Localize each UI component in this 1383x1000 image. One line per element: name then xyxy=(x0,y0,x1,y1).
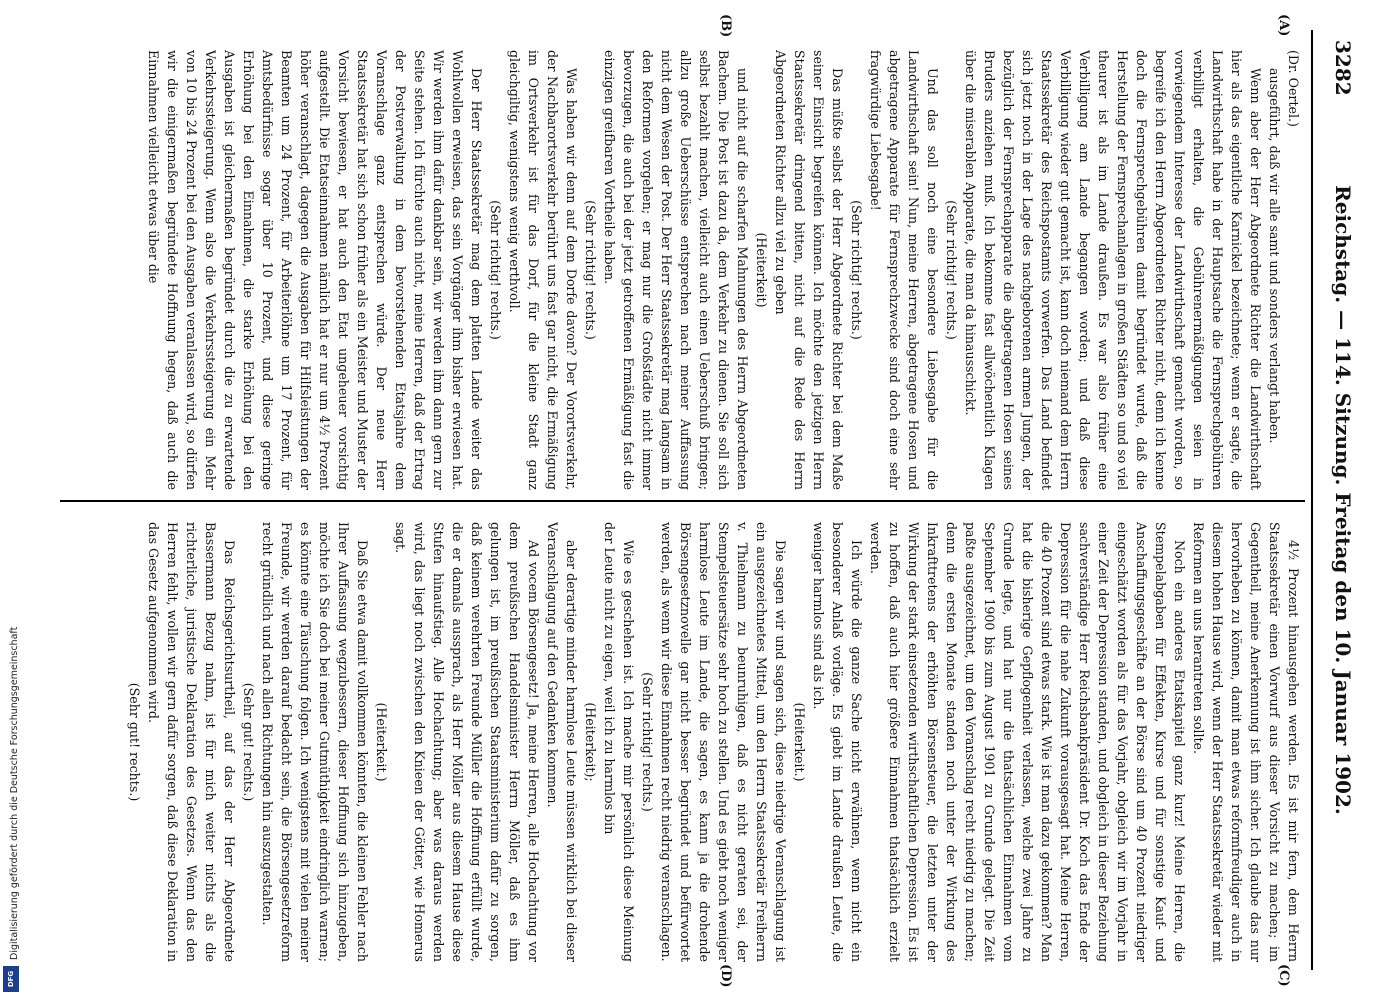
right-paragraph: Noch ein anderes Etatskapitel ganz kurz! Meine Herren, die Stempelabgaben für Effekten, Kurse und für sonstige Kauf- und Anschaffungsgeschäfte an der Börse sind um 40 Prozent niedriger eingeschätzt worden als für das Vorjahr, obgleich wir im Vorjahr in einer Zeit der Depression standen, und obgleich in dieser Beziehung sachverständige Herr Reichsbankpräsident Dr. Koch das Ende der Depression für die nahe Zukunft vorausgesagt hat. Meine Herren, die 40 Prozent sind etwas stark. Wie ist man dazu gekommen? Man hat die bisherige Gepflogenheit verlassen, welche zwei Jahre zu Grunde legte, und hat nur die thatsächlichen Einnahmen vom September 1900 bis zum August 1901 zu Grunde gelegt. Die Zeit paßte ausgezeichnet, um den Voranschlag recht niedrig zu machen; denn die ersten Monate standen noch unter der Wirkung des Inkrafttretens der erhöhten Börsensteuer, die letzten unter der Wirkung der stark einsetzenden wirthschaftlichen Depression. Es ist zu hoffen, daß auch hier größere Einnahmen thatsächlich erzielt werden. xyxy=(868,522,1187,962)
right-paragraph: (Sehr gut! rechts.) xyxy=(241,682,256,802)
dfg-logo-text: DFG xyxy=(7,970,15,988)
page-header xyxy=(1321,40,1355,960)
right-paragraph: (Sehr gut! rechts.) xyxy=(127,682,142,802)
right-paragraph: Daß Sie etwa damit vollkommen könnten, die kleinen Fehler nach Ihrer Auffassung wegzubessern, dieser Hoffnung sich hinzugeben, möchte ich Sie doch bei meiner Gutmüthigkeit eindringlich warnen; es könnte eine Täuschung folgen. Ich wenigstens mit vielen meiner Freunde, wir werden darauf bedacht sein, die Börsengesetzreform recht gründlich und nach allen Richtungen hin auszugestalten. xyxy=(260,522,370,962)
right-paragraph: (Heiterkeit); xyxy=(583,702,598,782)
left-paragraph: (Heiterkeit) xyxy=(754,232,769,308)
right-paragraph: 4½ Prozent hinausgehen werden. Es ist mir fern, dem Herrn Staatssekretär einen Vorwurf aus dieser Vorsicht zu machen; im Gegentheil, meine Anerkennung ist ihm sicher. Ich glaube das nur hervorheben zu können, damit man etwas reformfreudiger auch in diesem hohen Hause wird, wenn der Herr Staatssekretär wieder mit Reformen an uns herantreten sollte. xyxy=(1191,522,1301,962)
left-paragraph: Und das soll noch eine besondere Liebesgabe für die Landwirthschaft sein! Nun, meine Herren, abgetragene Hosen und abgetragene Apparate für Fernsprechzwecke sind doch eine sehr fragwürdige Liebesgabe! xyxy=(868,50,940,490)
left-paragraph: (Sehr richtig! rechts.) xyxy=(944,200,959,340)
right-paragraph: Ad vocem Börsengesetz! Ja, meine Herren, alle Hochachtung vor dem preußischen Handelsminister Herrn Möller, daß es ihm gelungen ist, im preußischen Staatsministerium dafür zu sorgen, daß keinem verehrten Freunde Müller die Hoffnung erfüllt wurde, die er damals aussprach, als Herr Möller aus diesem Hause diese Stufen hinaufstieg. Alle Hochachtung; aber was daraus werden wird, das liegt noch zwischen den Knieen der Götter, wie Homerus sagt. xyxy=(393,522,541,962)
header-rule xyxy=(1311,30,1313,970)
right-paragraph: Die sagen wir und sagen sich, diese niedrige Veranschlagung ist ein ausgezeichnetes Mittel, um den Herrn Staatssekretär Freiherrn v. Thielmann zu beunruhigen, daß es nicht geraten sei, der Stempelsteuersätze sehr hoch zu stellen. Und es giebt noch weniger harmlose Leute im Lande, die sagen, es kann ja die drohende Börsengesetznovelle gar nicht besser begründet und befürwortet werden, als wenn wir diese Einnahmen recht niedrig veranschlagen. xyxy=(659,522,788,962)
right-paragraph: aber derartige minder harmlose Leute müssen wirklich bei dieser Veranschlagung auf den Gedanken kommen. xyxy=(545,522,579,962)
right-paragraph: (Sehr richtig! rechts.) xyxy=(640,672,655,812)
left-paragraph: Das müßte selbst der Herr Abgeordnete Richter bei dem Maße seiner Einsicht begreifen können. Ich möchte den jetzigen Herrn Staatssekretär dringend bitten, nicht auf die Rede des Herrn Abgeordneten Richter allzu viel zu geben xyxy=(773,50,845,490)
right-paragraph: (Heiterkeit.) xyxy=(792,702,807,782)
funding-credit-text: Digitalisierung gefördert durch die Deutsche Forschungsgemeinschaft xyxy=(9,626,20,960)
page-number: 3282 xyxy=(1331,40,1355,96)
right-paragraph: (Heiterkeit.) xyxy=(374,702,389,782)
column-divider xyxy=(60,500,1305,502)
left-paragraph: Was haben wir denn auf dem Dorfe davon? Der Vorortsverkehr, der Nachbarortsverkehr berührt uns fast gar nicht, die Ermäßigung im Ortsverkehr ist für das Dorf, für die kleine Stadt ganz gleichgiltig, wenigstens wenig werthvoll. xyxy=(507,50,579,490)
right-paragraph: Wie es geschehen ist. Ich mache mir persönlich diese Meinung der Leute nicht zu eigen, weil ich zu harmlos bin xyxy=(602,522,636,962)
left-paragraph: Wenn aber der Herr Abgeordnete Richter die Landwirthschaft hier als das eigentliche Karnickel bezeichnete; wenn er sagte, die Landwirthschaft habe in der Hauptsache die Fernsprechgebühren verbilligt erhalten, die Gebührenermäßigungen seien in vorwiegendem Interesse der Landwirthschaft gemacht worden, so begreife ich den Herrn Abgeordneten Richter nicht, denn ich kenne doch die Fernsprechgebühren damit begründet wurde, daß die Herstellung der Fernsprechanlagen in großen Städten so und so viel theurer ist als im Lande draußen. Es war also früher eine Verbilligung am Lande begangen worden; und daß diese Verbilligung wieder gut gemacht ist, kann doch niemand dem Herrn Staatssekretär des Reichspostamts vorwerfen. Das Land befindet sich jetzt noch in der Lage des nachgeborenen armen Jungen, der bezüglich der Fernsprechapparate die abgetragenen Hosen seines Bruders anziehen muß. Ich bekomme fast allwöchentlich Klagen über die miserablen Apparate, die man da hinausschickt. xyxy=(963,50,1263,490)
left-column xyxy=(43,50,1303,490)
left-paragraph: (Sehr richtig! rechts.) xyxy=(583,200,598,340)
speaker-label: (Dr. Oertel.) xyxy=(1286,50,1301,127)
left-paragraph: und nicht auf die scharfen Mahnungen des Herrn Abgeordneten Bachem. Die Post ist dazu da, dem Verkehr zu dienen. Sie soll sich selbst bezahlt machen, vielleicht auch einen Ueberschuß bringen; allzu große Ueberschüsse entsprechen nach meiner Auffassung nicht dem Wesen der Post. Der Herr Staatssekretär mag langsam in den Reformen vorgehen; er mag nur die Großstädte nicht immer bevorzugen, die auch bei der jetzt getroffenen Ermäßigung fast die einzigen greifbaren Vortheile haben. xyxy=(602,50,750,490)
right-paragraph: Ich würde die ganze Sache nicht erwähnen, wenn nicht ein besonderer Anlaß vorläge. Es giebt im Lande draußen Leute, die weniger harmlos sind als ich. xyxy=(811,522,864,962)
left-paragraph: Der Herr Staatssekretär mag dem platten Lande weiter das Wohlwollen erweisen, das sein Vorgänger ihm bisher erwiesen hat. Wir werden ihm dafür dankbar sein, wir werden ihm dann gern zur Seite stehen. Ich fürchte auch nicht, meine Herren, daß der Ertrag der Postverwaltung in dem bevorstehenden Etatsjahre dem Voranschlage ganz entsprechen würde. Der neue Herr Staatssekretär hat sich schon früher als ein Meister und Muster der Vorsicht bewiesen, er hat auch den Etat ungeheuer vorsichtig aufgestellt. Die Etatseinnahmen nämlich hat er nur um 4½ Prozent höher veranschlagt, dagegen die Ausgaben für Hilfsleistungen der Beamten um 24 Prozent, für Arbeiterlöhne um 17 Prozent, für Amtsbedürfnisse sogar über 10 Prozent, und diese geringe Erhöhung bei den Einnahmen, die starke Erhöhung bei den Ausgaben ist gleichermaßen begründet durch die zu erwartende Verkehrssteigerung. Wenn also die Verkehrssteigerung ein Mehr von 10 bis 24 Prozent bei den Ausgaben veranlassen wird, so dürfen wir die einigermaßen begründete Hoffnung hegen, daß auch die Einnahmen vielleicht etwas über die xyxy=(146,50,484,490)
margin-mark-a: (A) xyxy=(1276,14,1291,37)
right-column xyxy=(43,522,1303,962)
right-paragraph: Das Reichsgerichtsurtheil, auf das der Herr Abgeordnete Bassermann Bezug nahm, ist für mich weiter nichts als die richterliche, juristische Deklaration des Gesetzes. Wenn das den Herren fehlt, wollen wir gern dafür sorgen, daß diese Deklaration in das Gesetz aufgenommen wird. xyxy=(146,522,237,962)
left-paragraph: (Sehr richtig! rechts.) xyxy=(849,200,864,340)
page-title: Reichstag. — 114. Sitzung. Freitag den 10. Januar 1902. xyxy=(1331,185,1355,815)
margin-mark-d: (D) xyxy=(718,964,733,988)
margin-mark-c: (C) xyxy=(1276,964,1291,987)
left-paragraph: ausgeführt, daß wir alle samt und sonders verlangt haben. xyxy=(1267,68,1282,444)
left-paragraph: (Sehr richtig! rechts.) xyxy=(488,200,503,340)
margin-mark-b: (B) xyxy=(718,14,733,38)
